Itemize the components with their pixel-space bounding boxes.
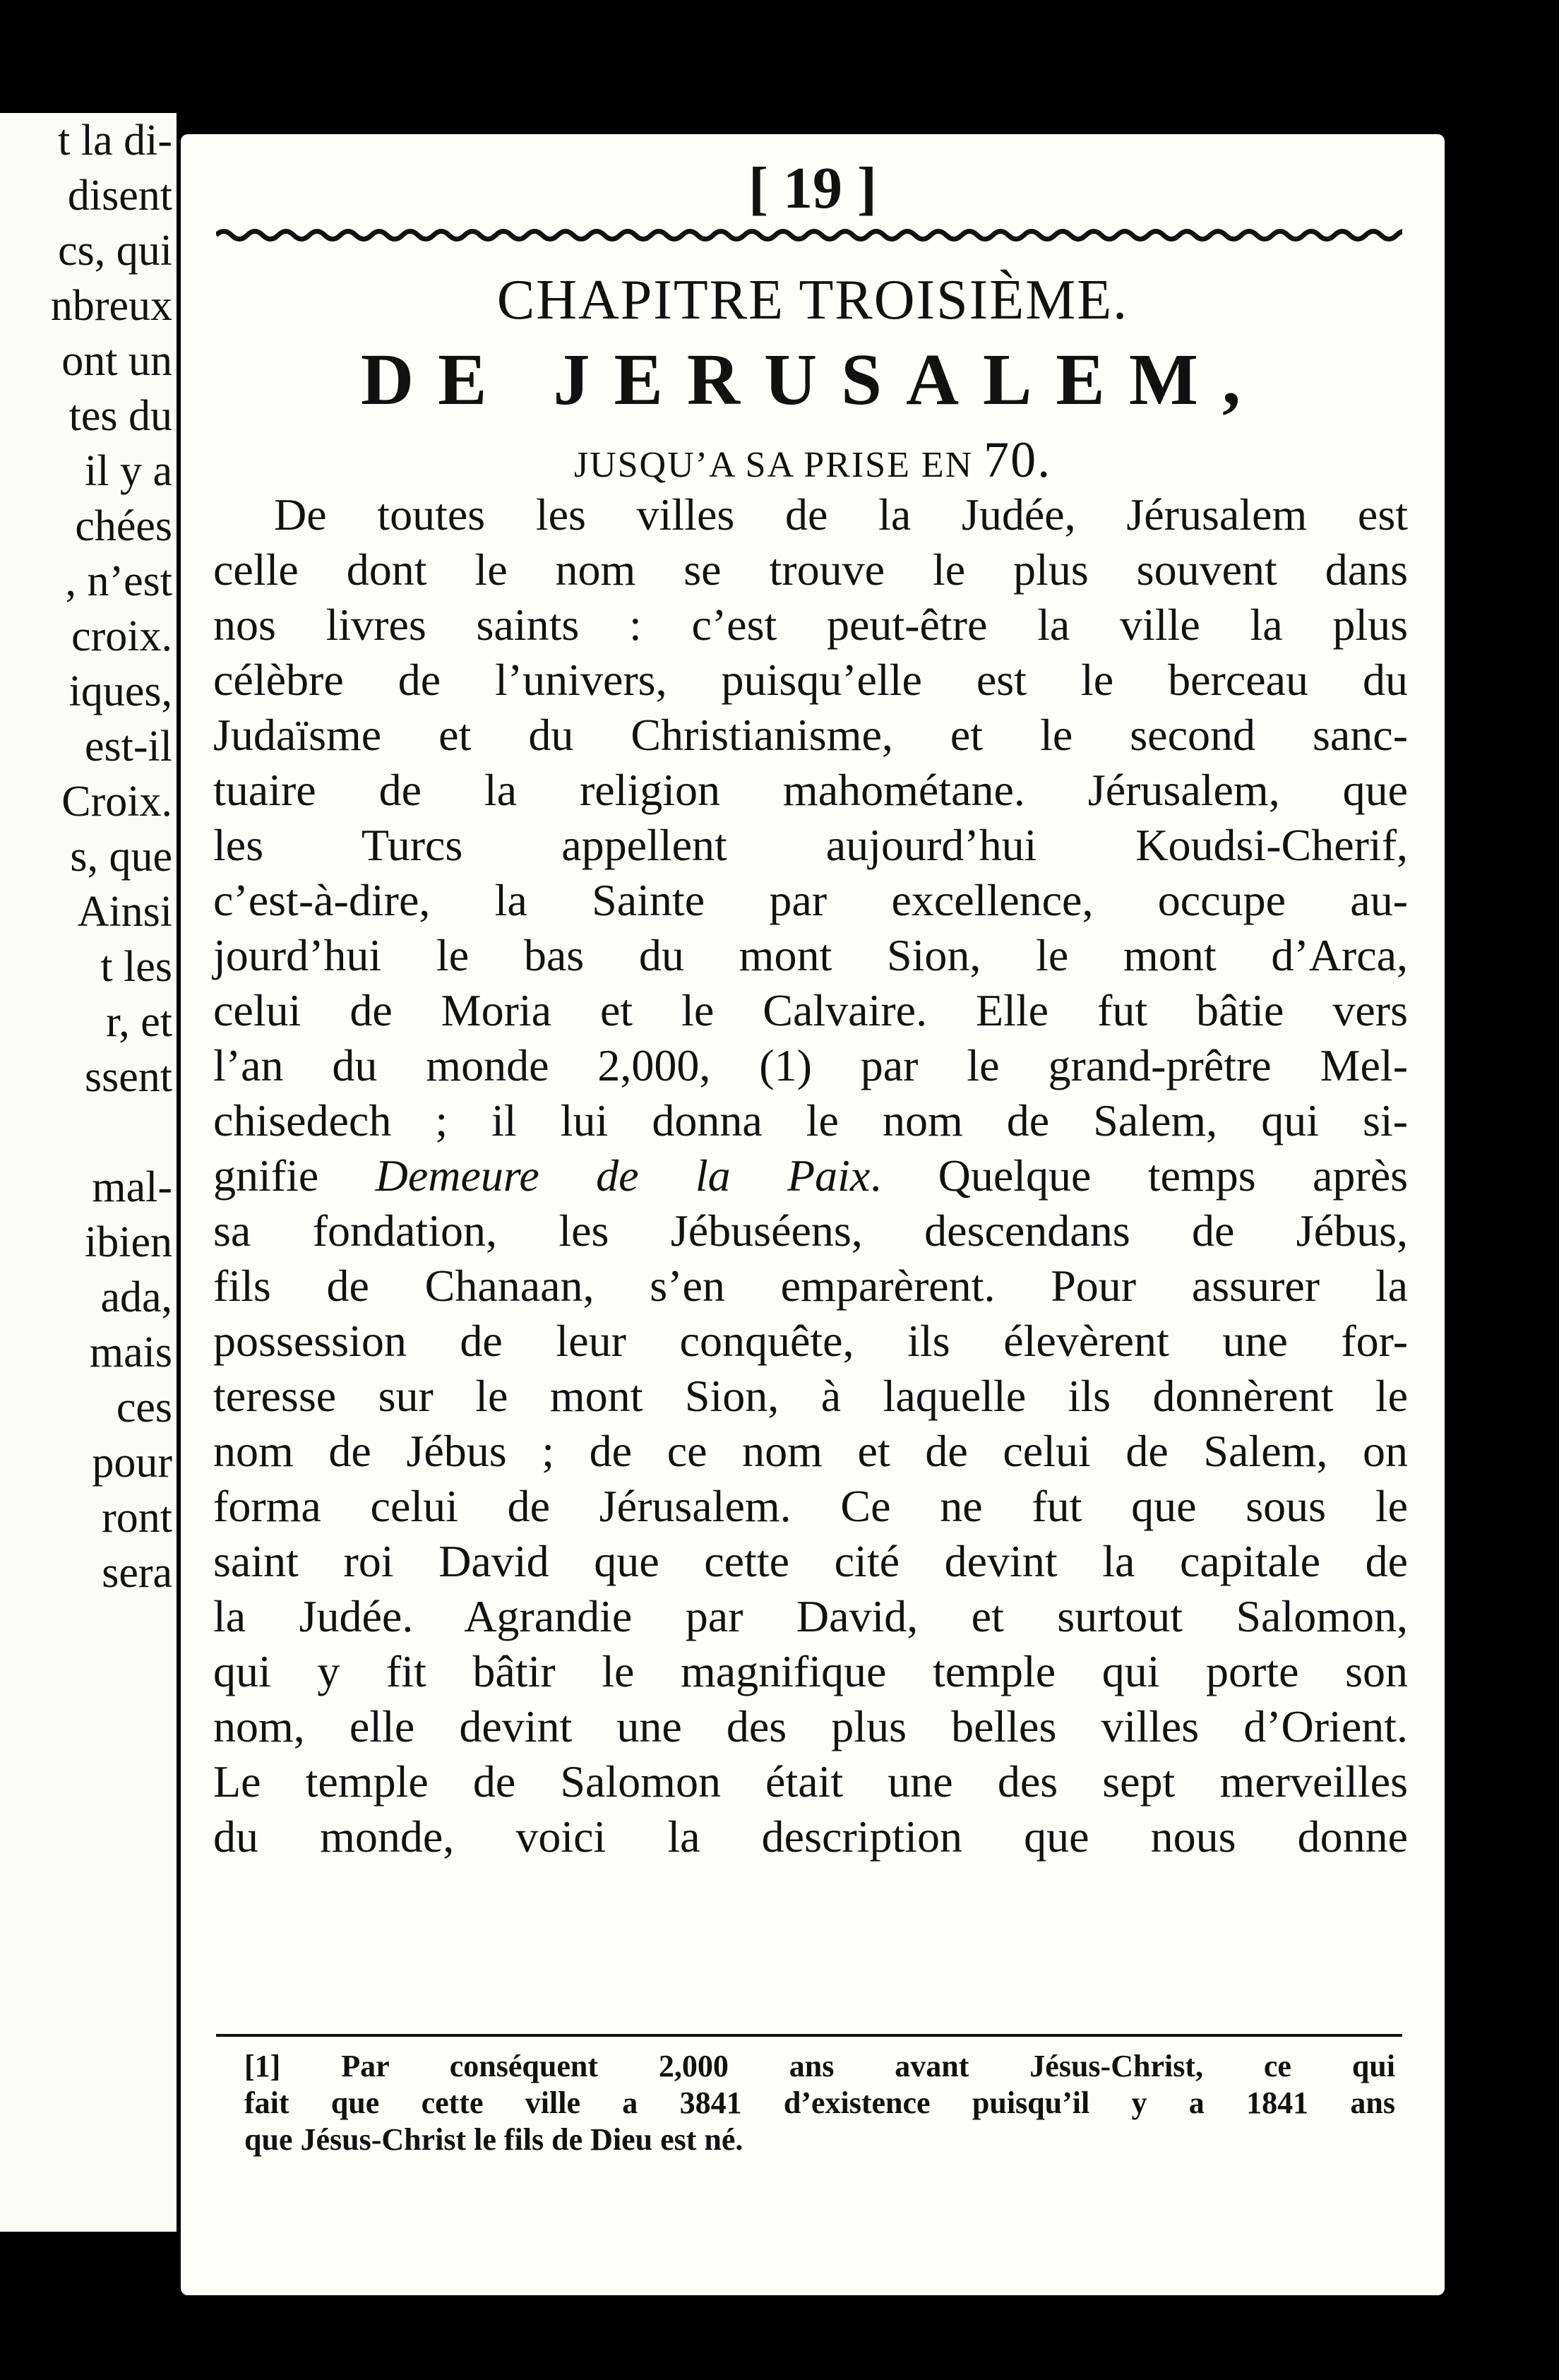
left-page-line: t la di- (58, 117, 172, 165)
body-line: fils de Chanaan, s’en emparèrent. Pour assurer la (213, 1261, 1408, 1311)
left-page-line: ibien (85, 1218, 172, 1266)
left-page-line: il y a (85, 447, 172, 495)
footnote (244, 2048, 1395, 2158)
body-line: De toutes les villes de la Judée, Jérusalem est (274, 489, 1408, 540)
footnote-divider (216, 2034, 1402, 2037)
body-line: saint roi David que cette cité devint la capitale de (213, 1536, 1408, 1586)
body-line: forma celui de Jérusalem. Ce ne fut que sous le (213, 1481, 1408, 1531)
body-line: nos livres saints : c’est peut-être la ville la plus (213, 600, 1408, 650)
left-page-line: nbreux (50, 282, 172, 330)
left-page-line: Croix. (61, 778, 172, 826)
left-page-line: ada, (100, 1273, 172, 1321)
left-page-line: , n’est (65, 557, 172, 605)
body-line: nom, elle devint une des plus belles villes d’Orient. (213, 1701, 1408, 1751)
left-page-line: est-il (85, 722, 172, 770)
section-subtitle (181, 431, 1445, 489)
body-line: l’an du monde 2,000, (1) par le grand-prêtre Mel- (213, 1040, 1408, 1090)
body-text (213, 487, 1408, 1864)
left-page-line: mal- (92, 1163, 172, 1211)
footnote-line: [1] Par conséquent 2,000 ans avant Jésus-Christ, ce qui (244, 2049, 1395, 2083)
body-line: jourd’hui le bas du mont Sion, le mont d’Arca, (213, 930, 1408, 980)
subtitle-year: 70. (984, 432, 1052, 488)
left-page-line: chées (75, 502, 172, 550)
left-page-line: iques, (68, 667, 172, 715)
page-number: [ 19 ] (748, 155, 877, 221)
body-line: sa fondation, les Jébuséens, descendans de Jébus, (213, 1206, 1408, 1256)
footnote-line: que Jésus-Christ le fils de Dieu est né. (244, 2122, 743, 2157)
left-page-line: sera (102, 1549, 172, 1597)
ornamental-wavy-rule (216, 226, 1402, 244)
body-line: celui de Moria et le Calvaire. Elle fut bâtie vers (213, 985, 1408, 1035)
left-page-line: Ainsi (77, 888, 172, 936)
left-page-line: pour (92, 1439, 172, 1487)
body-line: gnifie Demeure de la Paix. Quelque temps après (213, 1150, 1409, 1201)
body-line: Judaïsme et du Christianisme, et le second sanc- (213, 710, 1408, 760)
body-line: tuaire de la religion mahométane. Jérusalem, que (213, 765, 1408, 815)
left-page-line: t les (100, 943, 172, 991)
subtitle-prefix: JUSQU’A SA PRISE EN (573, 445, 974, 485)
body-line: du monde, voici la description que nous donne (213, 1811, 1408, 1862)
left-page-line: ont un (61, 337, 172, 385)
left-page-line: mais (89, 1328, 172, 1376)
body-line: nom de Jébus ; de ce nom et de celui de Salem, on (213, 1426, 1408, 1476)
left-page-line: croix. (71, 612, 172, 660)
body-line: les Turcs appellent aujourd’hui Koudsi-Cherif, (213, 820, 1408, 870)
left-facing-page-edge (0, 113, 177, 2232)
body-line: qui y fit bâtir le magnifique temple qui porte son (213, 1646, 1408, 1696)
body-line: chisedech ; il lui donna le nom de Salem, qui si- (213, 1095, 1408, 1146)
left-page-line: ront (102, 1494, 172, 1542)
left-page-line: ssent (85, 1053, 172, 1101)
body-line: Le temple de Salomon était une des sept merveilles (213, 1756, 1408, 1807)
body-line: celle dont le nom se trouve le plus souvent dans (213, 545, 1408, 595)
left-page-line: cs, qui (58, 227, 172, 275)
chapter-title: CHAPITRE TROISIÈME. (496, 269, 1129, 331)
body-line: teresse sur le mont Sion, à laquelle ils donnèrent le (213, 1371, 1408, 1421)
body-line: la Judée. Agrandie par David, et surtout Salomon, (213, 1591, 1408, 1641)
section-title: DE JERUSALEM, (361, 339, 1265, 420)
left-page-line: r, et (106, 998, 172, 1046)
left-page-line: s, que (70, 833, 172, 881)
footnote-line: fait que cette ville a 3841 d’existence puisqu’il y a 1841 ans (244, 2086, 1395, 2120)
left-page-line: disent (67, 172, 172, 220)
book-page (181, 134, 1445, 2295)
body-line: célèbre de l’univers, puisqu’elle est le berceau du (213, 655, 1408, 705)
body-line: c’est-à-dire, la Sainte par excellence, occupe au- (213, 875, 1408, 925)
body-line: possession de leur conquête, ils élevèrent une for- (213, 1316, 1408, 1366)
left-page-line: tes du (68, 392, 172, 440)
left-page-line: ces (116, 1384, 172, 1432)
